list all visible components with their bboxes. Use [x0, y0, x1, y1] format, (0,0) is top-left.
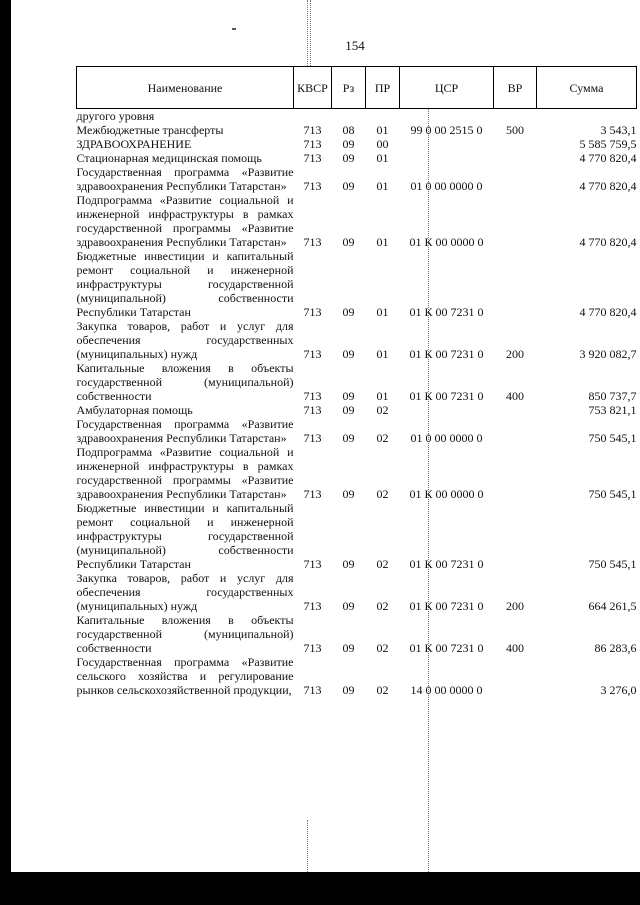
- table-row: [77, 137, 637, 151]
- row-name: Подпрограмма «Развитие социальной и инженерной инфраструктуры в рамках государственной программы «Развитие здравоохранения Республики Татарстан»: [76, 193, 294, 249]
- row-vr: 200: [506, 599, 524, 613]
- header-kvsr: КВСР: [294, 67, 332, 109]
- row-vr: [494, 151, 537, 165]
- row-vr: [494, 193, 537, 249]
- row-rz: 09: [342, 487, 355, 501]
- scan-bottom-edge: [0, 872, 640, 905]
- row-vr: 400: [506, 641, 524, 655]
- table-row: [77, 123, 637, 137]
- row-vr: [494, 165, 537, 193]
- row-csr: 01 К 00 7231 0: [409, 641, 484, 655]
- row-csr: 99 0 00 2515 0: [410, 123, 483, 137]
- row-csr: 01 К 00 0000 0: [409, 235, 484, 249]
- row-vr: 200: [506, 347, 524, 361]
- row-kvsr: 713: [303, 347, 322, 361]
- row-name: Государственная программа «Развитие сельского хозяйства и регулирование рынков сельскохозяйственной продукции,: [76, 655, 294, 697]
- row-vr: [494, 501, 537, 571]
- row-vr: 500: [506, 123, 524, 137]
- row-rz: 09: [342, 599, 355, 613]
- table-row: [77, 571, 637, 613]
- row-pr: 00: [376, 137, 389, 151]
- row-kvsr: 713: [303, 487, 322, 501]
- column-guide-line: [307, 820, 308, 872]
- row-kvsr: 713: [303, 151, 322, 165]
- row-csr: [400, 151, 494, 165]
- column-guide-line: [310, 0, 311, 66]
- row-rz: 09: [342, 137, 355, 151]
- table-row: [77, 249, 637, 319]
- row-pr: 02: [376, 557, 389, 571]
- row-kvsr: [294, 109, 332, 124]
- row-csr: [400, 109, 494, 124]
- row-sum: 3 543,1: [600, 123, 637, 137]
- row-sum: 3 276,0: [600, 683, 637, 697]
- table-row: [77, 193, 637, 249]
- row-rz: 08: [342, 123, 355, 137]
- row-pr: 02: [376, 641, 389, 655]
- row-pr: 01: [376, 235, 389, 249]
- row-sum: 850 737,7: [588, 389, 637, 403]
- header-sum: Сумма: [537, 67, 637, 109]
- row-name: Подпрограмма «Развитие социальной и инженерной инфраструктуры в рамках государственной программы «Развитие здравоохранения Республики Татарстан»: [76, 445, 294, 501]
- row-vr: [494, 249, 537, 319]
- row-csr: 01 К 00 7231 0: [409, 347, 484, 361]
- row-kvsr: 713: [303, 641, 322, 655]
- table-row: [77, 613, 637, 655]
- row-csr: 14 0 00 0000 0: [410, 683, 483, 697]
- header-rz: Рз: [332, 67, 366, 109]
- row-vr: [494, 403, 537, 417]
- table-header-row: [77, 67, 637, 109]
- table-row: [77, 403, 637, 417]
- row-sum: 4 770 820,4: [579, 235, 637, 249]
- row-pr: 02: [376, 403, 389, 417]
- row-pr: 01: [376, 123, 389, 137]
- row-name: Закупка товаров, работ и услуг для обеспечения государственных (муниципальных) нужд: [76, 319, 294, 361]
- row-sum: 4 770 820,4: [579, 305, 637, 319]
- row-pr: 01: [376, 389, 389, 403]
- row-pr: 01: [376, 347, 389, 361]
- row-sum: 4 770 820,4: [579, 179, 637, 193]
- budget-table: [76, 66, 637, 697]
- scan-left-edge: [0, 0, 11, 905]
- row-rz: 09: [342, 557, 355, 571]
- table-row: [77, 445, 637, 501]
- row-pr: [366, 109, 400, 124]
- row-sum: 3 920 082,7: [579, 347, 637, 361]
- row-sum: 86 283,6: [594, 641, 637, 655]
- row-name: Бюджетные инвестиции и капитальный ремонт социальной и инженерной инфраструктуры государственной (муниципальной) собственности Республики Татарстан: [76, 501, 294, 571]
- row-kvsr: 713: [303, 179, 322, 193]
- row-name: Стационарная медицинская помощь: [76, 151, 262, 165]
- row-name: Капитальные вложения в объекты государственной (муниципальной) собственности: [76, 613, 294, 655]
- row-pr: 01: [376, 179, 389, 193]
- row-rz: 09: [342, 347, 355, 361]
- row-sum: 750 545,1: [588, 487, 637, 501]
- row-name: другого уровня: [76, 109, 155, 123]
- row-rz: [332, 109, 366, 124]
- row-sum: 753 821,1: [588, 403, 637, 417]
- row-rz: 09: [342, 641, 355, 655]
- row-kvsr: 713: [303, 137, 322, 151]
- row-name: Капитальные вложения в объекты государственной (муниципальной) собственности: [76, 361, 294, 403]
- row-rz: 09: [342, 403, 355, 417]
- row-rz: 09: [342, 683, 355, 697]
- row-kvsr: 713: [303, 235, 322, 249]
- row-sum: [537, 109, 637, 124]
- row-csr: 01 0 00 0000 0: [410, 431, 483, 445]
- table-row: [77, 109, 637, 124]
- row-kvsr: 713: [303, 403, 322, 417]
- row-name: Государственная программа «Развитие здравоохранения Республики Татарстан»: [76, 417, 294, 445]
- header-csr: ЦСР: [400, 67, 494, 109]
- row-rz: 09: [342, 305, 355, 319]
- row-csr: 01 К 00 7231 0: [409, 389, 484, 403]
- row-kvsr: 713: [303, 683, 322, 697]
- row-rz: 09: [342, 389, 355, 403]
- row-csr: 01 К 00 0000 0: [409, 487, 484, 501]
- row-name: Закупка товаров, работ и услуг для обеспечения государственных (муниципальных) нужд: [76, 571, 294, 613]
- row-rz: 09: [342, 431, 355, 445]
- header-pr: ПР: [366, 67, 400, 109]
- row-vr: [494, 109, 537, 124]
- row-sum: 5 585 759,5: [579, 137, 637, 151]
- table-row: [77, 417, 637, 445]
- table-row: [77, 319, 637, 361]
- table-row: [77, 361, 637, 403]
- row-kvsr: 713: [303, 557, 322, 571]
- table-row: [77, 655, 637, 697]
- header-name: Наименование: [77, 67, 294, 109]
- row-rz: 09: [342, 151, 355, 165]
- header-vr: ВР: [494, 67, 537, 109]
- scan-mark: [232, 28, 236, 30]
- row-kvsr: 713: [303, 305, 322, 319]
- column-guide-line: [307, 0, 308, 66]
- row-kvsr: 713: [303, 599, 322, 613]
- row-sum: 4 770 820,4: [579, 151, 637, 165]
- table-row: [77, 151, 637, 165]
- row-vr: [494, 417, 537, 445]
- row-kvsr: 713: [303, 123, 322, 137]
- row-sum: 664 261,5: [588, 599, 637, 613]
- row-name: Государственная программа «Развитие здравоохранения Республики Татарстан»: [76, 165, 294, 193]
- table-row: [77, 165, 637, 193]
- row-csr: [400, 137, 494, 151]
- row-pr: 02: [376, 431, 389, 445]
- row-sum: 750 545,1: [588, 431, 637, 445]
- row-pr: 02: [376, 599, 389, 613]
- row-sum: 750 545,1: [588, 557, 637, 571]
- row-kvsr: 713: [303, 431, 322, 445]
- row-rz: 09: [342, 179, 355, 193]
- row-pr: 01: [376, 305, 389, 319]
- row-name: Межбюджетные трансферты: [76, 123, 224, 137]
- table-row: [77, 501, 637, 571]
- row-name: ЗДРАВООХРАНЕНИЕ: [76, 137, 192, 151]
- row-vr: [494, 445, 537, 501]
- row-csr: 01 К 00 7231 0: [409, 305, 484, 319]
- row-vr: 400: [506, 389, 524, 403]
- row-csr: 01 К 00 7231 0: [409, 599, 484, 613]
- row-pr: 02: [376, 683, 389, 697]
- row-csr: [400, 403, 494, 417]
- row-csr: 01 К 00 7231 0: [409, 557, 484, 571]
- row-vr: [494, 137, 537, 151]
- row-name: Амбулаторная помощь: [76, 403, 193, 417]
- page-number: 154: [345, 38, 365, 53]
- row-kvsr: 713: [303, 389, 322, 403]
- row-name: Бюджетные инвестиции и капитальный ремонт социальной и инженерной инфраструктуры государственной (муниципальной) собственности Республики Татарстан: [76, 249, 294, 319]
- row-vr: [494, 655, 537, 697]
- row-pr: 01: [376, 151, 389, 165]
- row-rz: 09: [342, 235, 355, 249]
- row-csr: 01 0 00 0000 0: [410, 179, 483, 193]
- row-pr: 02: [376, 487, 389, 501]
